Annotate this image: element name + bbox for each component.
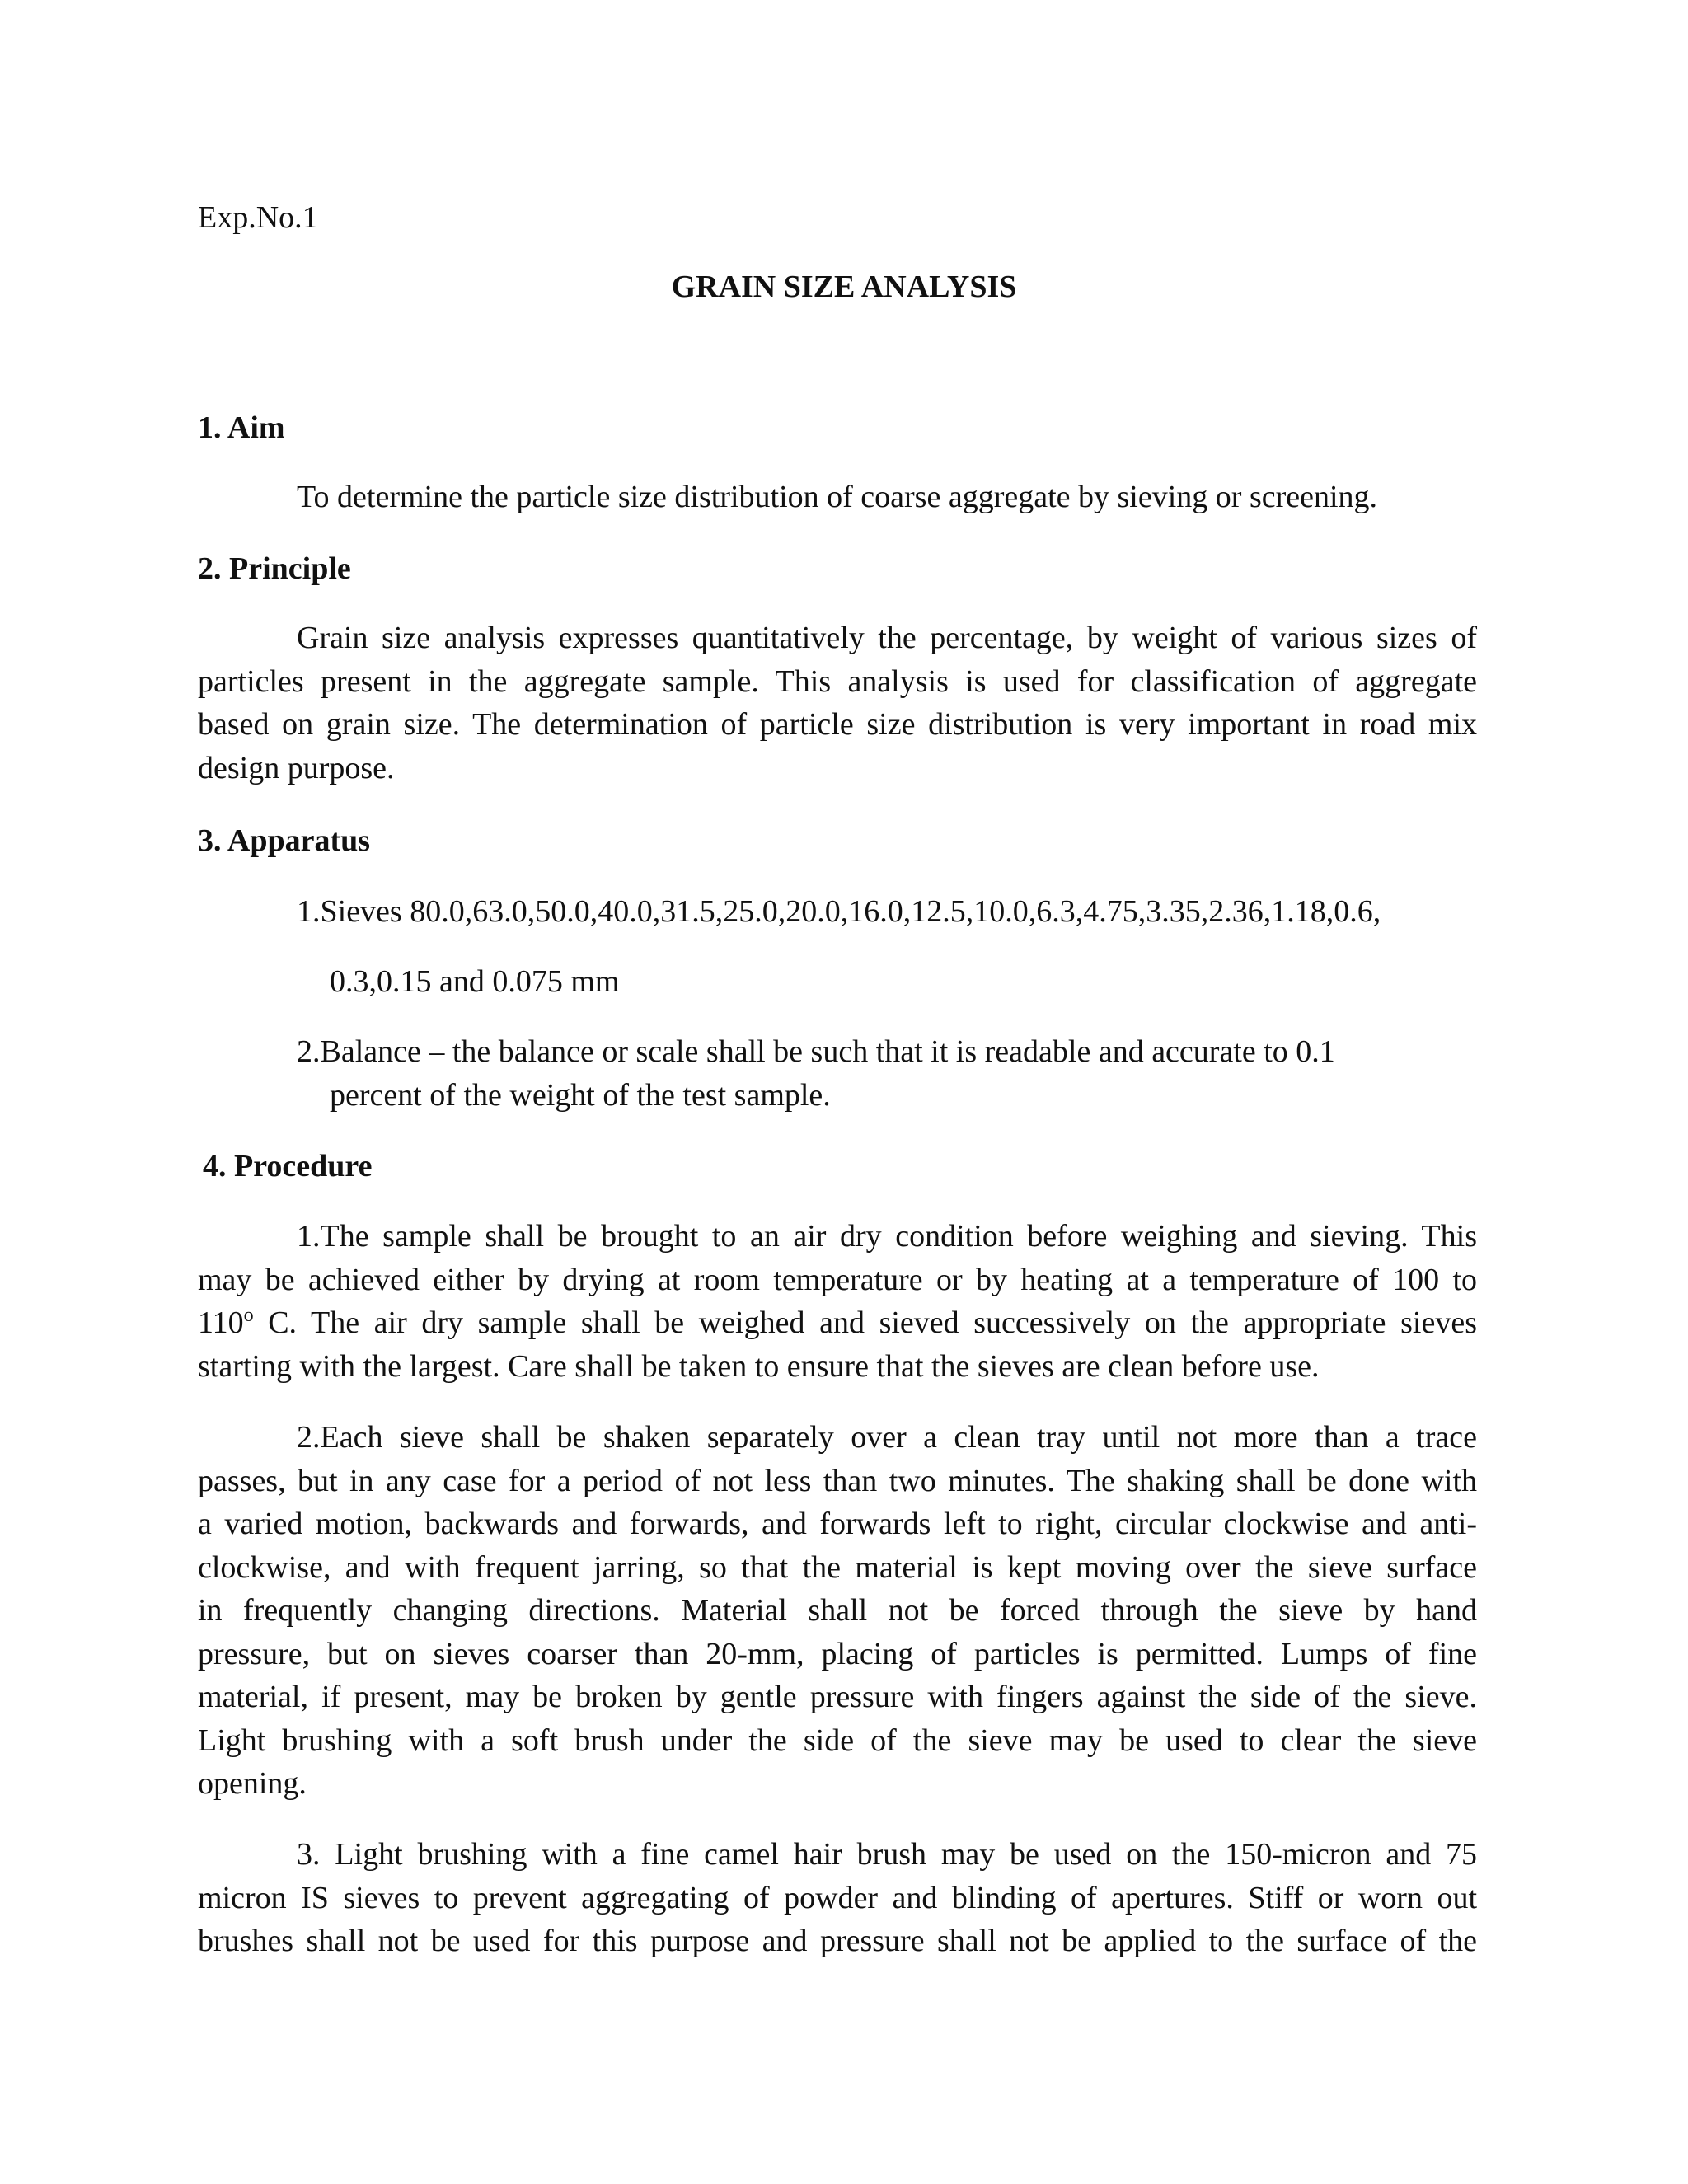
section-heading-aim: 1. Aim [198, 410, 285, 445]
procedure-line-rest: C. The air dry sample shall be weighed and sieved successively on the appropriate sieves [253, 1305, 1477, 1340]
principle-line: particles present in the aggregate sample. This analysis is used for classification of aggregate [198, 663, 1477, 699]
procedure-paragraph-1 [198, 1215, 1477, 1388]
apparatus-item-balance: 2.Balance – the balance or scale shall be such that it is readable and accurate to 0.1 [297, 1034, 1335, 1069]
procedure-line: brushes shall not be used for this purpose and pressure shall not be applied to the surface of the [198, 1924, 1477, 1958]
principle-line: based on grain size. The determination of particle size distribution is very important in road mix [198, 707, 1477, 742]
procedure-line: 3. Light brushing with a fine camel hair brush may be used on the 150-micron and 75 [297, 1837, 1477, 1872]
procedure-paragraph-2 [198, 1416, 1477, 1806]
procedure-line: 2.Each sieve shall be shaken separately over a clean tray until not more than a trace [297, 1420, 1477, 1455]
principle-line: design purpose. [198, 750, 395, 785]
procedure-line: may be achieved either by drying at room temperature or by heating at a temperature of 100 to [198, 1262, 1477, 1297]
exp-number: Exp.No.1 [198, 200, 318, 235]
principle-line: Grain size analysis expresses quantitatively the percentage, by weight of various sizes of [297, 621, 1477, 655]
procedure-line: 1.The sample shall be brought to an air dry condition before weighing and sieving. This [297, 1219, 1477, 1254]
procedure-line: opening. [198, 1766, 307, 1801]
procedure-line: pressure, but on sieves coarser than 20-mm, placing of particles is permitted. Lumps of fine [198, 1636, 1477, 1671]
degree-sign: o [243, 1305, 254, 1326]
procedure-line: passes, but in any case for a period of not less than two minutes. The shaking shall be done with [198, 1463, 1477, 1498]
apparatus-item-sieves-cont: 0.3,0.15 and 0.075 mm [330, 964, 620, 999]
aim-text: To determine the particle size distribution of coarse aggregate by sieving or screening. [297, 480, 1378, 514]
page-title: GRAIN SIZE ANALYSIS [671, 269, 1017, 304]
procedure-line: Light brushing with a soft brush under the side of the sieve may be used to clear the sieve [198, 1722, 1477, 1758]
principle-paragraph [198, 616, 1477, 790]
apparatus-item-sieves: 1.Sieves 80.0,63.0,50.0,40.0,31.5,25.0,20.0,16.0,12.5,10.0,6.3,4.75,3.35,2.36,1.18,0.6, [297, 894, 1381, 929]
procedure-line: micron IS sieves to prevent aggregating of powder and blinding of apertures. Stiff or worn out [198, 1880, 1477, 1915]
procedure-line: a varied motion, backwards and forwards, and forwards left to right, circular clockwise and anti- [198, 1507, 1477, 1541]
section-heading-principle: 2. Principle [198, 551, 351, 586]
procedure-line [198, 1301, 1477, 1345]
section-heading-apparatus: 3. Apparatus [198, 823, 371, 858]
temperature-value: 110 [198, 1305, 244, 1340]
procedure-line: material, if present, may be broken by gentle pressure with fingers against the side of the sieve. [198, 1680, 1477, 1714]
procedure-line: in frequently changing directions. Material shall not be forced through the sieve by hand [198, 1593, 1477, 1628]
procedure-line: clockwise, and with frequent jarring, so that the material is kept moving over the sieve surface [198, 1549, 1477, 1585]
apparatus-item-balance-cont: percent of the weight of the test sample. [330, 1078, 831, 1113]
procedure-paragraph-3 [198, 1833, 1477, 1963]
section-heading-procedure: 4. Procedure [203, 1149, 373, 1183]
procedure-line: starting with the largest. Care shall be taken to ensure that the sieves are clean before use. [198, 1348, 1320, 1384]
